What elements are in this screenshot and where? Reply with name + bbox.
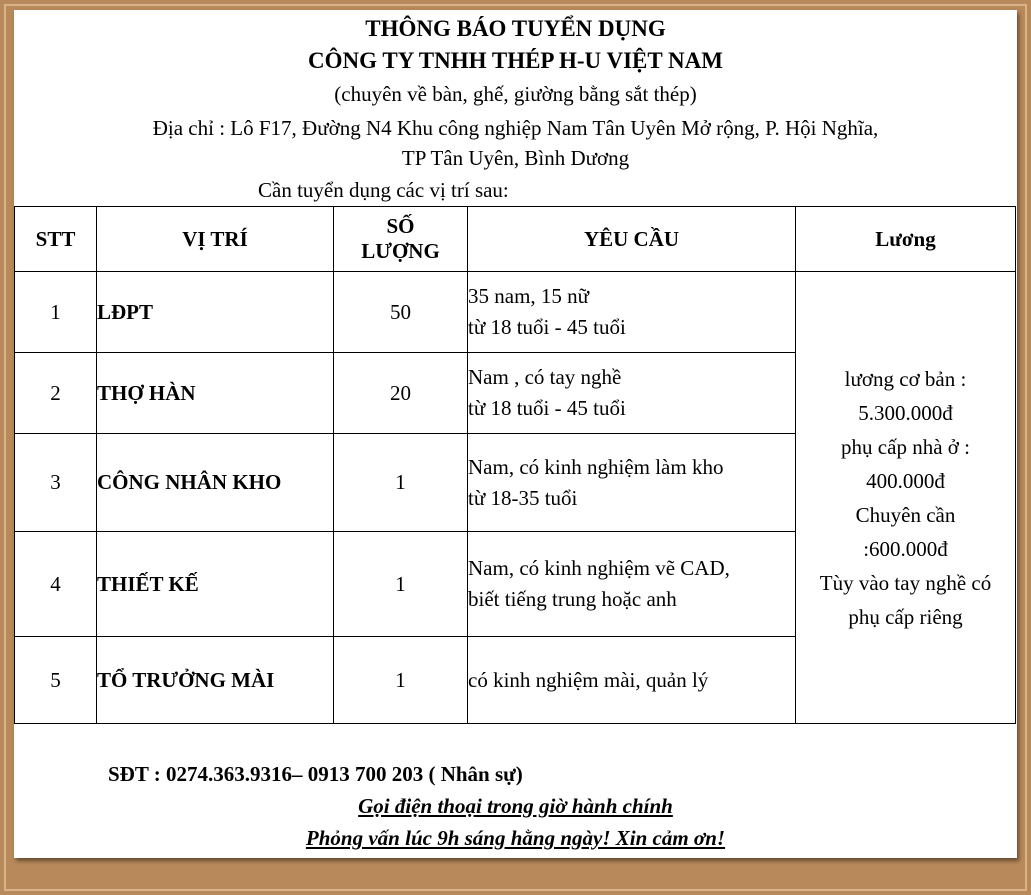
address-line-1: Địa chỉ : Lô F17, Đường N4 Khu công nghiệp Nam Tân Uyên Mở rộng, P. Hội Nghĩa, — [152, 116, 879, 140]
row-requirements — [468, 637, 796, 724]
table-row — [15, 272, 1016, 353]
notice-title: THÔNG BÁO TUYỂN DỤNG — [365, 16, 666, 41]
requirement-line: Nam , có tay nghề — [468, 365, 622, 389]
salary-line: 400.000đ — [866, 468, 945, 493]
address-line-2: TP Tân Uyên, Bình Dương — [401, 146, 630, 170]
header-stt: STT — [15, 207, 97, 272]
row-quantity: 50 — [334, 272, 468, 353]
row-requirements — [468, 532, 796, 637]
header-position: VỊ TRÍ — [97, 207, 334, 272]
requirement-line: 35 nam, 15 nữ — [468, 284, 590, 308]
header-salary: Lương — [796, 207, 1016, 272]
salary-line: phụ cấp nhà ở : — [841, 434, 970, 459]
row-quantity: 20 — [334, 353, 468, 434]
row-quantity: 1 — [334, 637, 468, 724]
company-specialty: (chuyên về bàn, ghế, giường bằng sắt thép) — [334, 82, 697, 106]
salary-line: phụ cấp riêng — [848, 604, 963, 629]
job-table — [14, 206, 1016, 724]
requirement-line: biết tiếng trung hoặc anh — [468, 587, 677, 611]
header-quantity-line-1: SỐ — [386, 214, 415, 238]
requirement-line: từ 18-35 tuổi — [468, 485, 578, 510]
row-requirements — [468, 353, 796, 434]
contact-phone: SĐT : 0274.363.9316– 0913 700 203 ( Nhân sự) — [108, 762, 523, 786]
row-quantity: 1 — [334, 434, 468, 532]
row-stt: 3 — [15, 434, 97, 532]
interview-note: Phỏng vấn lúc 9h sáng hằng ngày! Xin cảm ơn! — [305, 826, 726, 850]
salary-line: :600.000đ — [863, 536, 948, 561]
row-stt: 1 — [15, 272, 97, 353]
row-stt: 2 — [15, 353, 97, 434]
salary-line: Chuyên cần — [855, 502, 956, 527]
row-quantity: 1 — [334, 532, 468, 637]
row-requirements — [468, 272, 796, 353]
salary-cell — [796, 272, 1016, 724]
intro-text: Cần tuyển dụng các vị trí sau: — [258, 178, 509, 202]
row-position: TỔ TRƯỞNG MÀI — [97, 637, 334, 724]
requirement-line: từ 18 tuổi - 45 tuổi — [468, 315, 626, 339]
requirement-line: từ 18 tuổi - 45 tuổi — [468, 396, 626, 420]
salary-line: Tùy vào tay nghề có — [819, 570, 992, 595]
requirement-line: Nam, có kinh nghiệm vẽ CAD, — [468, 556, 730, 580]
row-stt: 5 — [15, 637, 97, 724]
row-position: LĐPT — [97, 272, 334, 353]
row-position: THỢ HÀN — [97, 353, 334, 434]
requirement-line: có kinh nghiệm mài, quản lý — [468, 667, 709, 692]
header-quantity — [334, 207, 468, 272]
call-hours-note: Gọi điện thoại trong giờ hành chính — [358, 794, 673, 818]
header-quantity-line-2: LƯỢNG — [361, 239, 440, 263]
requirement-line: Nam, có kinh nghiệm làm kho — [468, 454, 724, 479]
row-position: CÔNG NHÂN KHO — [97, 434, 334, 532]
notice-paper — [14, 10, 1017, 858]
row-stt: 4 — [15, 532, 97, 637]
row-position: THIẾT KẾ — [97, 532, 334, 637]
salary-line: lương cơ bản : — [844, 366, 967, 391]
company-name: CÔNG TY TNHH THÉP H-U VIỆT NAM — [308, 48, 723, 73]
row-requirements — [468, 434, 796, 532]
salary-line: 5.300.000đ — [858, 400, 953, 425]
header-requirements: YÊU CẦU — [468, 207, 796, 272]
table-header-row — [15, 207, 1016, 272]
